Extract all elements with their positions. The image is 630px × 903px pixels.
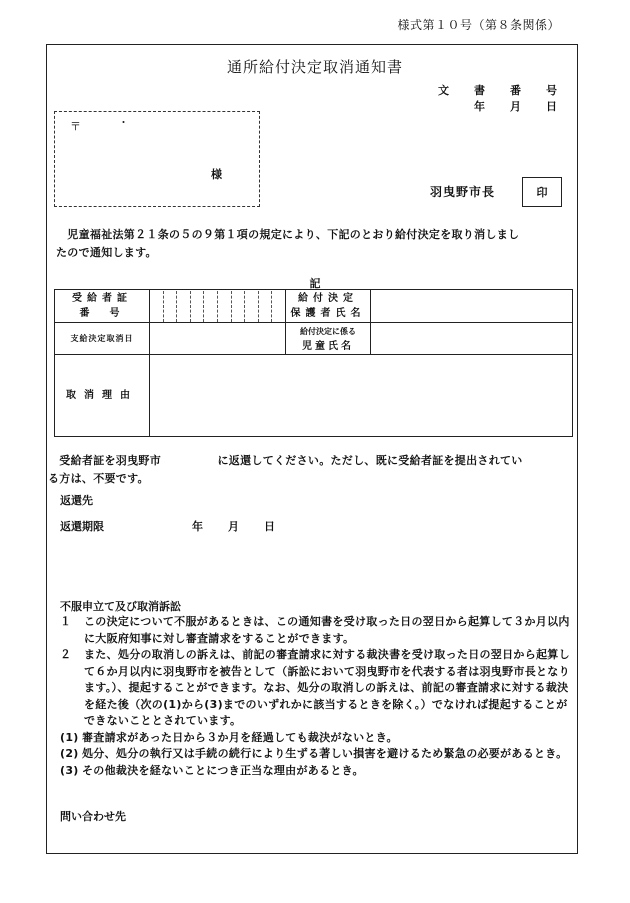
intro-line-1: 児童福祉法第２１条の５の９第１項の規定により、下記のとおり給付決定を取り消しまし bbox=[56, 228, 520, 241]
form-number: 様式第１０号（第８条関係） bbox=[397, 18, 560, 32]
seal-text: 印 bbox=[536, 186, 548, 199]
intro-line-2: たので通知します。 bbox=[56, 246, 157, 259]
recipient-honorific: 様 bbox=[211, 168, 222, 181]
document-title: 通所給付決定取消通知書 bbox=[226, 58, 403, 76]
list-item: １ この決定について不服があるときは、この通知書を受け取った日の翌日から起算して３か月以内に大阪府知事に対し審査請求をすることができます。 bbox=[60, 615, 570, 645]
intro-paragraph bbox=[56, 226, 578, 262]
return-deadline-date: 年 月 日 bbox=[192, 520, 276, 533]
digit-cell bbox=[232, 291, 246, 322]
cancel-date-value bbox=[150, 323, 286, 355]
cancel-date-label: 支給決定取消日 bbox=[55, 323, 150, 355]
recipient-address-box bbox=[54, 111, 260, 207]
list-item: ２ また、処分の取消しの訴えは、前記の審査請求に対する裁決書を受け取った日の翌日から起算して６か月以内に羽曳野市を被告として（訴訟において羽曳野市を代表する者は羽曳野市長となります。）、提起することができます。なお、処分の取消しの訴えは、前記の審査請求に対する裁決を経た後（次の(1)から(3)までのいずれかに該当するときを除く。）でなければ提起することができないこととされています。 bbox=[60, 648, 570, 727]
appeal-list bbox=[60, 614, 576, 779]
child-name-value bbox=[371, 323, 573, 355]
return-notice bbox=[48, 452, 578, 488]
digit-cell bbox=[245, 291, 259, 322]
digit-cell bbox=[259, 291, 273, 322]
cert-number-cells bbox=[150, 290, 286, 323]
cancel-reason-value bbox=[150, 355, 573, 437]
guardian-name-value bbox=[371, 290, 573, 323]
return-deadline-label: 返還期限 bbox=[60, 520, 104, 533]
return-line-2: る方は、不要です。 bbox=[48, 472, 149, 485]
ki-heading: 記 bbox=[309, 277, 321, 290]
official-seal-box bbox=[522, 177, 562, 207]
postal-mark: 〒 bbox=[70, 120, 81, 133]
table-row bbox=[55, 290, 573, 323]
digit-cell bbox=[204, 291, 218, 322]
contact-label: 問い合わせ先 bbox=[60, 810, 126, 823]
digit-cell bbox=[218, 291, 232, 322]
digit-cell bbox=[272, 291, 285, 322]
digit-cell bbox=[164, 291, 178, 322]
table-row bbox=[55, 323, 573, 355]
cancel-reason-label: 取消理由 bbox=[55, 355, 150, 437]
appeal-heading: 不服申立て及び取消訴訟 bbox=[60, 600, 181, 613]
digit-cell bbox=[177, 291, 191, 322]
return-line-1: 受給者証を羽曳野市 に返還してください。ただし、既に受給者証を提出されてい bbox=[48, 454, 523, 467]
child-name-label: 給付決定に係る 児童氏名 bbox=[286, 323, 371, 355]
document-number-label: 文 書 番 号 bbox=[438, 84, 564, 97]
list-item: (1) 審査請求があった日から３か月を経過しても裁決がないとき。 bbox=[60, 730, 398, 744]
sender-mayor: 羽曳野市長 bbox=[430, 185, 496, 199]
return-destination-label: 返還先 bbox=[60, 494, 93, 507]
postal-separator: ・ bbox=[118, 116, 129, 129]
record-table bbox=[54, 289, 573, 437]
table-row bbox=[55, 355, 573, 437]
digit-cell bbox=[150, 291, 164, 322]
issue-date-label: 年 月 日 bbox=[474, 100, 564, 113]
digit-cell bbox=[191, 291, 205, 322]
guardian-name-label: 給付決定 保護者氏名 bbox=[286, 290, 371, 323]
cert-number-label: 受給者証 番 号 bbox=[55, 290, 150, 323]
list-item: (3) その他裁決を経ないことにつき正当な理由があるとき。 bbox=[60, 763, 364, 777]
list-item: (2) 処分、処分の執行又は手続の続行により生ずる著しい損害を避けるため緊急の必要があるとき。 bbox=[60, 747, 568, 760]
